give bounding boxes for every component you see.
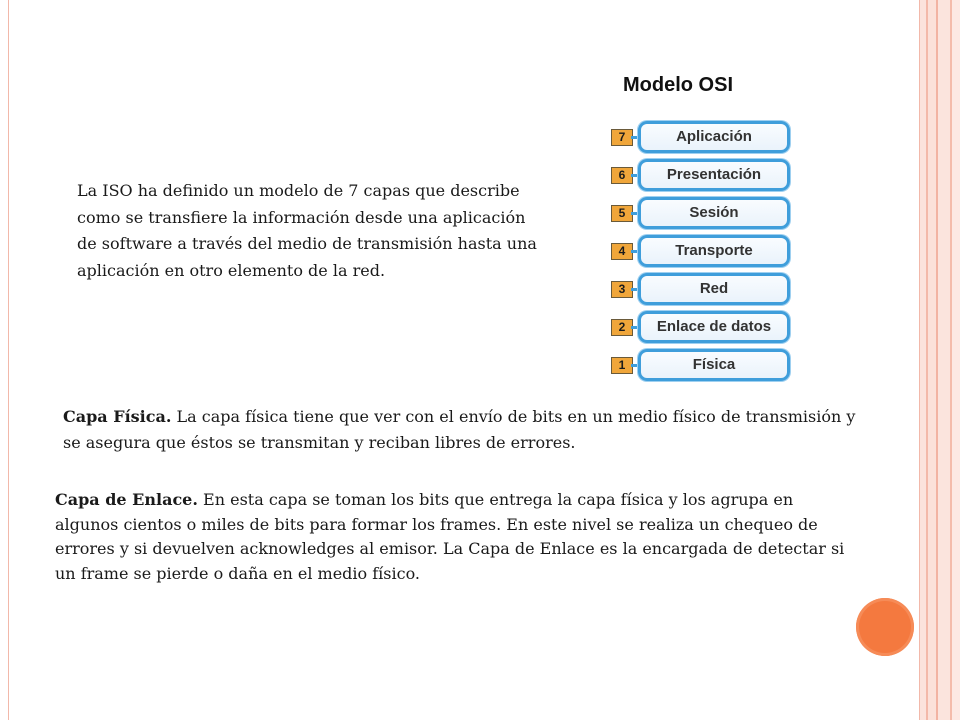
decorative-orange-circle xyxy=(856,598,914,656)
layer-name: Red xyxy=(638,273,790,305)
osi-layer-6 xyxy=(598,156,794,190)
intro-paragraph: La ISO ha definido un modelo de 7 capas que describe como se transfiere la información desde una aplicación de software a través del medio de transmisión hasta una aplicación en otro elemento de la red. xyxy=(77,181,537,280)
osi-layer-1 xyxy=(598,346,794,380)
capa-fisica-heading: Capa Física. xyxy=(63,407,172,426)
osi-layer-5 xyxy=(598,194,794,228)
layer-name: Física xyxy=(638,349,790,381)
capa-fisica-paragraph xyxy=(63,404,863,456)
layer-number: 1 xyxy=(611,357,633,374)
decorative-stripe xyxy=(938,0,950,720)
layer-number: 7 xyxy=(611,129,633,146)
layer-number: 3 xyxy=(611,281,633,298)
capa-enlace-body: En esta capa se toman los bits que entrega la capa física y los agrupa en algunos cientos o miles de bits para formar los frames. En este nivel se realiza un chequeo de errores y si devuelven acknowledges al emisor. La Capa de Enlace es la encargada de detectar si un frame se pierde o daña en el medio físico. xyxy=(55,490,845,583)
osi-layer-3 xyxy=(598,270,794,304)
layer-number: 4 xyxy=(611,243,633,260)
layer-name: Aplicación xyxy=(638,121,790,153)
osi-layer-4 xyxy=(598,232,794,266)
capa-fisica-body: La capa física tiene que ver con el envío de bits en un medio físico de transmisión y se asegura que éstos se transmitan y reciban libres de errores. xyxy=(63,407,856,452)
capa-enlace-paragraph xyxy=(55,488,855,586)
osi-layers-diagram xyxy=(598,118,798,388)
layer-name: Enlace de datos xyxy=(638,311,790,343)
layer-number: 5 xyxy=(611,205,633,222)
osi-layer-7 xyxy=(598,118,794,152)
decorative-stripe xyxy=(928,0,936,720)
layer-name: Transporte xyxy=(638,235,790,267)
osi-layer-2 xyxy=(598,308,794,342)
capa-enlace-heading: Capa de Enlace. xyxy=(55,490,198,509)
layer-number: 6 xyxy=(611,167,633,184)
layer-name: Presentación xyxy=(638,159,790,191)
page-title: Modelo OSI xyxy=(623,74,733,96)
layer-name: Sesión xyxy=(638,197,790,229)
layer-number: 2 xyxy=(611,319,633,336)
decorative-stripe xyxy=(952,0,960,720)
